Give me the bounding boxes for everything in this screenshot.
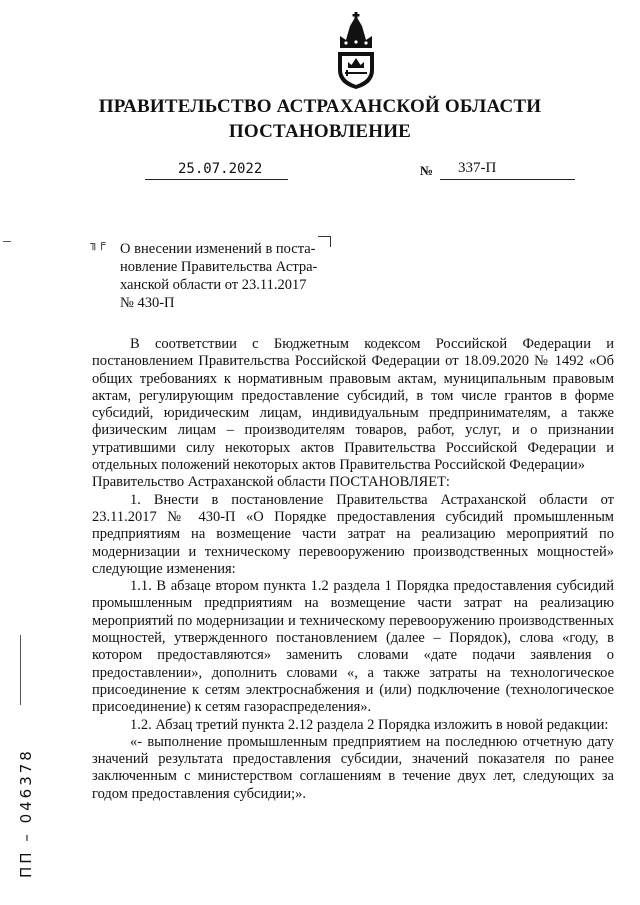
margin-bar xyxy=(20,635,21,705)
clause-1-2-paragraph: 1.2. Абзац третий пункта 2.12 раздела 2 Порядка изложить в новой редакции: xyxy=(130,716,609,733)
preamble-paragraph: В соответствии с Бюджетным кодексом Российской Федерации и постановлением Правительства Российской Федерации от 18.09.2020 № 1492 «Об общих требованиях к нормативным правовым актам, муниципальным правовым актам, регулирующим предоставление субсидий, в том числе грантов в форме субсидий, юридическим лицам, индивидуальным предпринимателям, а также физическим лицам – производителям товаров, работ, услуг, и о признании утратившими силу некоторых актов Правительства Российской Федерации и отдельных положений некоторых актов Правительства Российской Федерации» xyxy=(92,336,614,474)
document-type-title: ПОСТАНОВЛЕНИЕ xyxy=(228,121,412,142)
coat-of-arms-icon xyxy=(332,12,380,90)
subject-corner-left-icon: ╖╒ xyxy=(90,238,106,250)
subject-line: О внесении изменений в поста- xyxy=(120,241,316,257)
subject-line: № 430-П xyxy=(120,295,175,311)
clause-1-1-paragraph: 1.1. В абзаце втором пункта 1.2 раздела 1 Порядка предоставления субсидий промышленным предприятиям на возмещение части затрат на реализацию мероприятий по модернизации и техническому перевооружению производственных мощностей, утвержденного постановлением (далее – Порядок), слова «году, в котором предоставляются» заменить словами «дате подачи заявления о предоставлении», дополнить словами «, а также затраты на технологическое присоединение к сетям электроснабжения и (или) подключение (технологическое присоединение) к сетям газораспределения». xyxy=(92,578,614,716)
subject-line: новление Правительства Астра- xyxy=(120,259,318,275)
form-serial-number xyxy=(5,728,35,878)
number-underline xyxy=(440,179,575,180)
document-body xyxy=(92,336,614,803)
resolution-paragraph: Правительство Астраханской области ПОСТАНОВЛЯЕТ: xyxy=(92,474,450,491)
document-date: 25.07.2022 xyxy=(178,161,263,177)
date-underline xyxy=(145,179,288,180)
document-subject xyxy=(120,240,325,312)
clause-1-paragraph: 1. Внести в постановление Правительства Астраханской области от 23.11.2017 № 430-П «О Порядке предоставления субсидий промышленным предприятиям на возмещение части затрат на реализацию мероприятий по модернизации и техническому перевооружению производственных мощностей» следующие изменения: xyxy=(92,491,614,577)
margin-mark xyxy=(3,241,11,242)
subject-line: ханской области от 23.11.2017 xyxy=(120,277,307,293)
form-serial-text: ПП – 046378 xyxy=(17,748,35,878)
org-title: ПРАВИТЕЛЬСТВО АСТРАХАНСКОЙ ОБЛАСТИ xyxy=(98,96,542,117)
number-sign: № xyxy=(420,163,434,178)
document-number: 337-П xyxy=(458,160,497,176)
quoted-paragraph: «- выполнение промышленным предприятием на последнюю отчетную дату значений результата предоставления субсидии, значений показателя по ранее заключенным с министерством соглашениям в течение двух лет, следующих за годом предоставления субсидии;». xyxy=(92,733,614,802)
